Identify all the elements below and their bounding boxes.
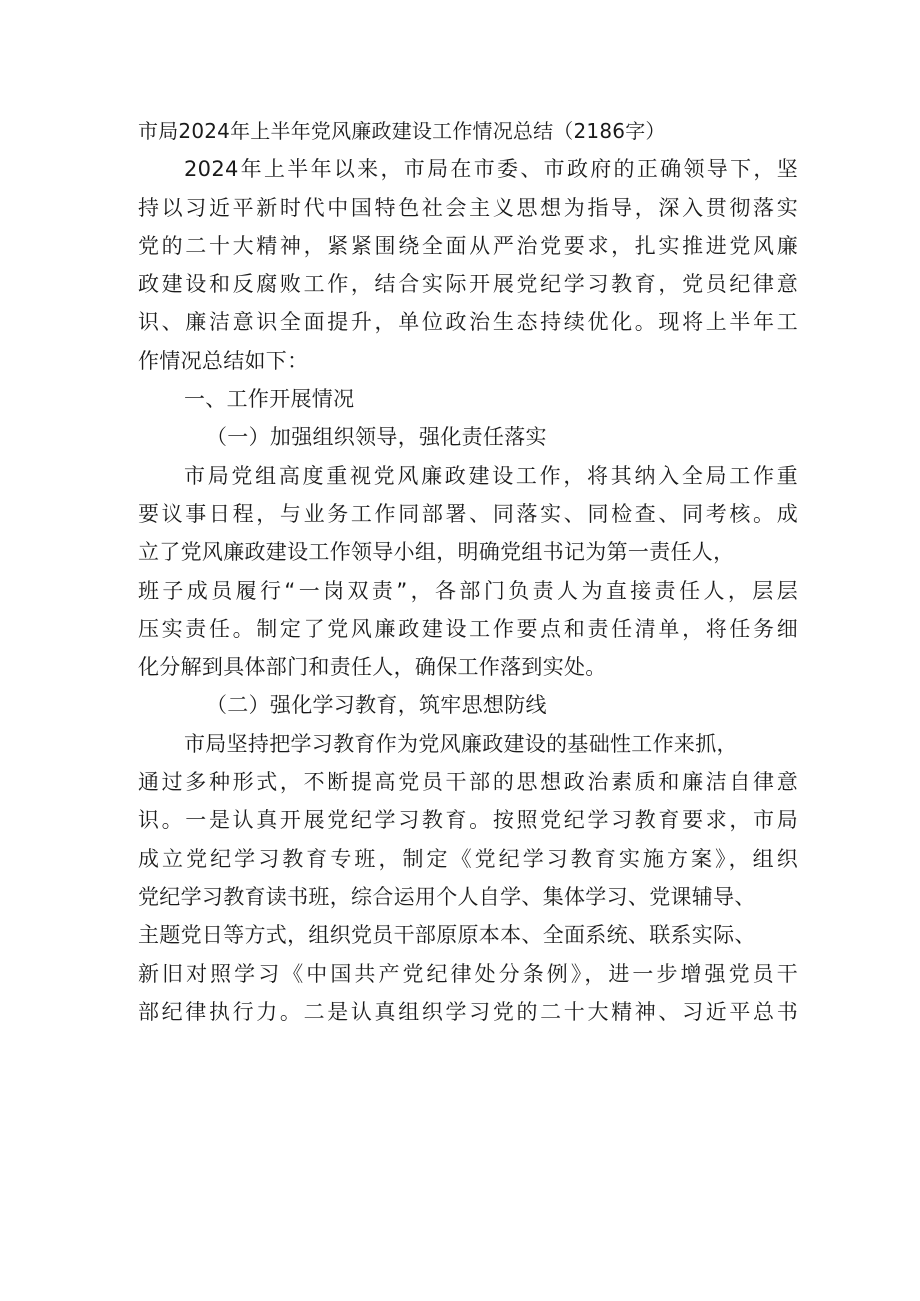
paragraph-line: 市局党组高度重视党风廉政建设工作，将其纳入全局工作重	[184, 463, 798, 488]
subsection-heading: （一）加强组织领导，强化责任落实	[206, 425, 547, 450]
paragraph-line: 压实责任。制定了党风廉政建设工作要点和责任清单，将任务细	[138, 616, 798, 641]
paragraph-line: 通过多种形式，不断提高党员干部的思想政治素质和廉洁自律意	[138, 770, 798, 795]
paragraph-line: 立了党风廉政建设工作领导小组，明确党组书记为第一责任人，	[138, 540, 735, 565]
subsection-heading: （二）强化学习教育，筑牢思想防线	[206, 693, 547, 718]
paragraph-line: 2024年上半年以来，市局在市委、市政府的正确领导下，坚	[184, 157, 798, 182]
paragraph-line: 持以习近平新时代中国特色社会主义思想为指导，深入贯彻落实	[138, 195, 798, 220]
paragraph-line: 识。一是认真开展党纪学习教育。按照党纪学习教育要求，市局	[138, 808, 798, 833]
paragraph-line: 党的二十大精神，紧紧围绕全面从严治党要求，扎实推进党风廉	[138, 233, 798, 258]
paragraph-line: 主题党日等方式，组织党员干部原原本本、全面系统、联系实际、	[138, 923, 756, 948]
paragraph-line: 成立党纪学习教育专班，制定《党纪学习教育实施方案》，组织	[138, 846, 798, 871]
section-heading: 一、工作开展情况	[184, 387, 355, 412]
paragraph-line: 识、廉洁意识全面提升，单位政治生态持续优化。现将上半年工	[138, 310, 798, 335]
paragraph-line: 化分解到具体部门和责任人，确保工作落到实处。	[138, 655, 607, 680]
paragraph-line: 市局坚持把学习教育作为党风廉政建设的基础性工作来抓，	[184, 731, 738, 756]
document-title: 市局2024年上半年党风廉政建设工作情况总结（2186字）	[138, 119, 666, 143]
paragraph-line: 新旧对照学习《中国共产党纪律处分条例》，进一步增强党员干	[138, 961, 798, 986]
paragraph-line: 部纪律执行力。二是认真组织学习党的二十大精神、习近平总书	[138, 999, 798, 1024]
document-body	[138, 112, 798, 1031]
paragraph-line: 要议事日程，与业务工作同部署、同落实、同检查、同考核。成	[138, 501, 798, 526]
paragraph-line: 党纪学习教育读书班，综合运用个人自学、集体学习、党课辅导、	[138, 884, 756, 909]
paragraph-line: 政建设和反腐败工作，结合实际开展党纪学习教育，党员纪律意	[138, 272, 798, 297]
paragraph-line: 作情况总结如下：	[138, 348, 309, 373]
paragraph-line: 班子成员履行“一岗双责”，各部门负责人为直接责任人，层层	[138, 578, 798, 603]
